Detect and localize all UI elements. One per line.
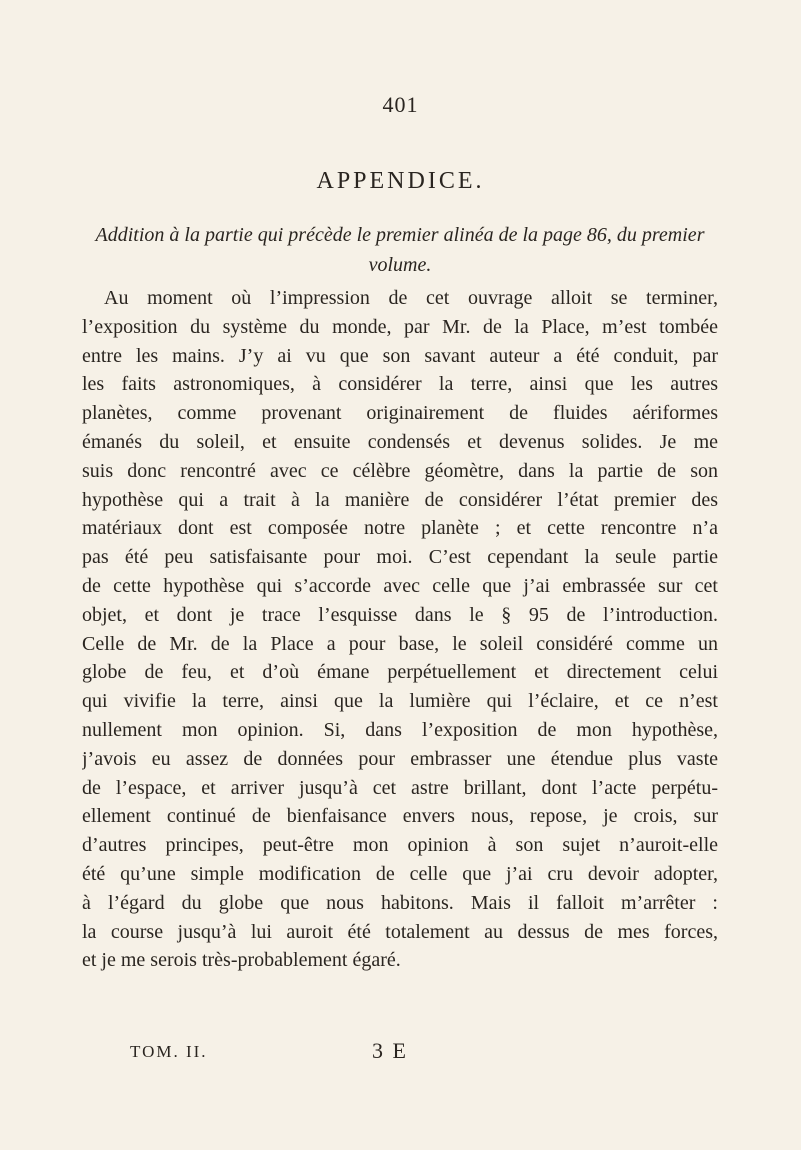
page-number: 401	[382, 92, 419, 117]
body-line: hypothèse qui a trait à la manière de considérer l’état premier des	[82, 488, 718, 511]
body-line: qui vivifie la terre, ainsi que la lumière qui l’éclaire, et ce n’est	[82, 690, 718, 713]
body-line: l’exposition du système du monde, par Mr. de la Place, m’est tombée	[82, 315, 718, 338]
body-line: de cette hypothèse qui s’accorde avec celle que j’ai embrassée sur cet	[82, 574, 718, 597]
signature-mark: TOM. II.	[130, 1042, 208, 1061]
body-line: nullement mon opinion. Si, dans l’exposition de mon hypothèse,	[82, 718, 718, 741]
body-line: et je me serois très-probablement égaré.	[82, 949, 401, 972]
body-line: planètes, comme provenant originairement de fluides aériformes	[82, 402, 718, 425]
appendix-heading: APPENDICE.	[316, 168, 485, 194]
body-line: la course jusqu’à lui auroit été totalement au dessus de mes forces,	[82, 920, 718, 943]
body-line: émanés du soleil, et ensuite condensés et devenus solides. Je me	[82, 430, 718, 453]
folio-mark: 3 E	[372, 1038, 408, 1063]
body-line: d’autres principes, peut-être mon opinion à son sujet n’auroit-elle	[82, 834, 718, 857]
body-line: à l’égard du globe que nous habitons. Mais il falloit m’arrêter :	[82, 891, 718, 914]
body-paragraph	[82, 284, 718, 975]
body-line: Au moment où l’impression de cet ouvrage alloit se terminer,	[104, 287, 718, 309]
body-line: de l’espace, et arriver jusqu’à cet astre brillant, dont l’acte perpétu-	[82, 776, 718, 799]
body-line: suis donc rencontré avec ce célèbre géomètre, dans la partie de son	[82, 459, 718, 482]
body-line: ellement continué de bienfaisance envers nous, repose, je crois, sur	[82, 805, 718, 828]
appendix-subtitle: Addition à la partie qui précède le premier alinéa de la page 86, du premier volume.	[95, 224, 705, 276]
body-line: j’avois eu assez de données pour embrasser une étendue plus vaste	[82, 747, 718, 770]
body-line: matériaux dont est composée notre planète ; et cette rencontre n’a	[82, 517, 718, 540]
body-line: globe de feu, et d’où émane perpétuellement et directement celui	[82, 661, 718, 684]
body-line: Celle de Mr. de la Place a pour base, le soleil considéré comme un	[82, 632, 718, 655]
body-line: les faits astronomiques, à considérer la terre, ainsi que les autres	[82, 373, 718, 396]
body-line: pas été peu satisfaisante pour moi. C’est cependant la seule partie	[82, 546, 718, 569]
body-line: entre les mains. J’y ai vu que son savant auteur a été conduit, par	[82, 344, 718, 367]
body-line: objet, et dont je trace l’esquisse dans le § 95 de l’introduction.	[82, 603, 718, 626]
body-line: été qu’une simple modification de celle que j’ai cru devoir adopter,	[82, 862, 718, 885]
